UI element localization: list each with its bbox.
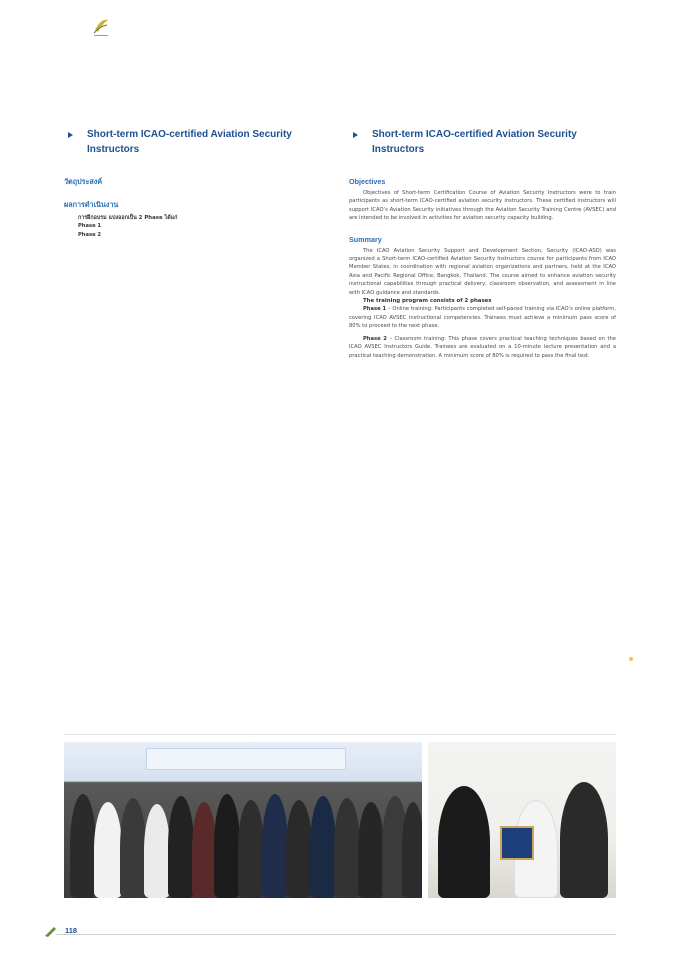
person [286, 800, 312, 898]
person [120, 798, 146, 898]
objectives-heading: วัตถุประสงค์ [64, 177, 103, 186]
phase-2-label: Phase 2 [363, 335, 387, 342]
summary-heading: Summary [349, 234, 382, 244]
person [168, 796, 194, 898]
phase-heading: การฝึกอบรม แบ่งออกเป็น 2 Phase ได้แก่ [78, 215, 178, 221]
section-title [64, 127, 331, 157]
certificate-frame [500, 826, 534, 860]
section-title-text: Short-term ICAO-certified Aviation Security Instructors [372, 129, 577, 155]
certificate-photo [428, 742, 616, 898]
phase-2-text: – Classroom training: This phase covers practical teaching techniques based on the ICAO AVSEC Instructors Guide. Trainees are evaluated on a 10-minute lecture presentation and a practical teaching demonstration. A minimum score of 80% is required to pass the final test. [349, 335, 616, 359]
person [70, 794, 96, 898]
group-photo [64, 742, 422, 898]
section-title-text: Short-term ICAO-certified Aviation Security Instructors [87, 129, 292, 155]
person [358, 802, 384, 898]
summary-heading: ผลการดำเนินงาน [64, 200, 119, 209]
phase-1-paragraph [64, 222, 331, 230]
person [94, 802, 122, 898]
phase-1-paragraph [349, 305, 616, 330]
person [402, 802, 422, 898]
objectives-heading: Objectives [349, 177, 386, 186]
decorative-dot [629, 657, 633, 661]
arrow-bullet-icon [68, 132, 73, 138]
person [560, 782, 608, 898]
person [334, 798, 360, 898]
objectives-paragraph: Objectives of Short-term Certification Course of Aviation Security Instructors were to train participants as short-term ICAO-certified aviation security instructors. These certified instructors will support ICAO’s Aviation Security initiatives through the Aviation Security Training Centre (AVSEC) and are intended to be involved in activities for aviation security capacity building. [349, 190, 616, 222]
arrow-bullet-icon [353, 132, 358, 138]
person [214, 794, 240, 898]
phase-heading: The training program consists of 2 phases [363, 298, 492, 305]
person [438, 786, 490, 898]
organization-logo [92, 16, 110, 38]
person [262, 794, 288, 898]
person [238, 800, 264, 898]
phase-2-paragraph [349, 335, 616, 360]
page-number: 118 [65, 926, 78, 935]
left-column [64, 127, 331, 239]
right-column [349, 127, 616, 360]
phase-1-label: Phase 1 [78, 223, 102, 230]
phase-1-label: Phase 1 [363, 306, 387, 313]
footer-rule [56, 934, 616, 935]
phase-2-paragraph [64, 231, 331, 239]
person [310, 796, 336, 898]
phase-2-label: Phase 2 [78, 231, 102, 238]
section-title [349, 127, 616, 157]
event-banner [146, 748, 346, 770]
person [192, 802, 216, 898]
footer-leaf-icon [44, 924, 58, 938]
phase-1-text: – Online training: Participants completed self-paced training via ICAO’s online platform, covering ICAO AVSEC instructional competencies. Trainees must achieve a minimum pass score of 80% to proceed to the next phase. [349, 306, 616, 330]
person [144, 804, 170, 898]
summary-paragraph: The ICAO Aviation Security Support and Development Section, Security (ICAO-ASD) was organized a Short-term ICAO-certified Aviation Security Instructors course for participants from ICAO Member States, in coordination with regional aviation organizations and partners, held at the ICAO Asia and Pacific Regional Office, Bangkok, Thailand. The course aimed to enhance aviation security instructional capabilities through practical delivery, classroom observation, and assessment in line with ICAO guidance and standards. [349, 247, 616, 296]
section-divider [64, 734, 616, 735]
